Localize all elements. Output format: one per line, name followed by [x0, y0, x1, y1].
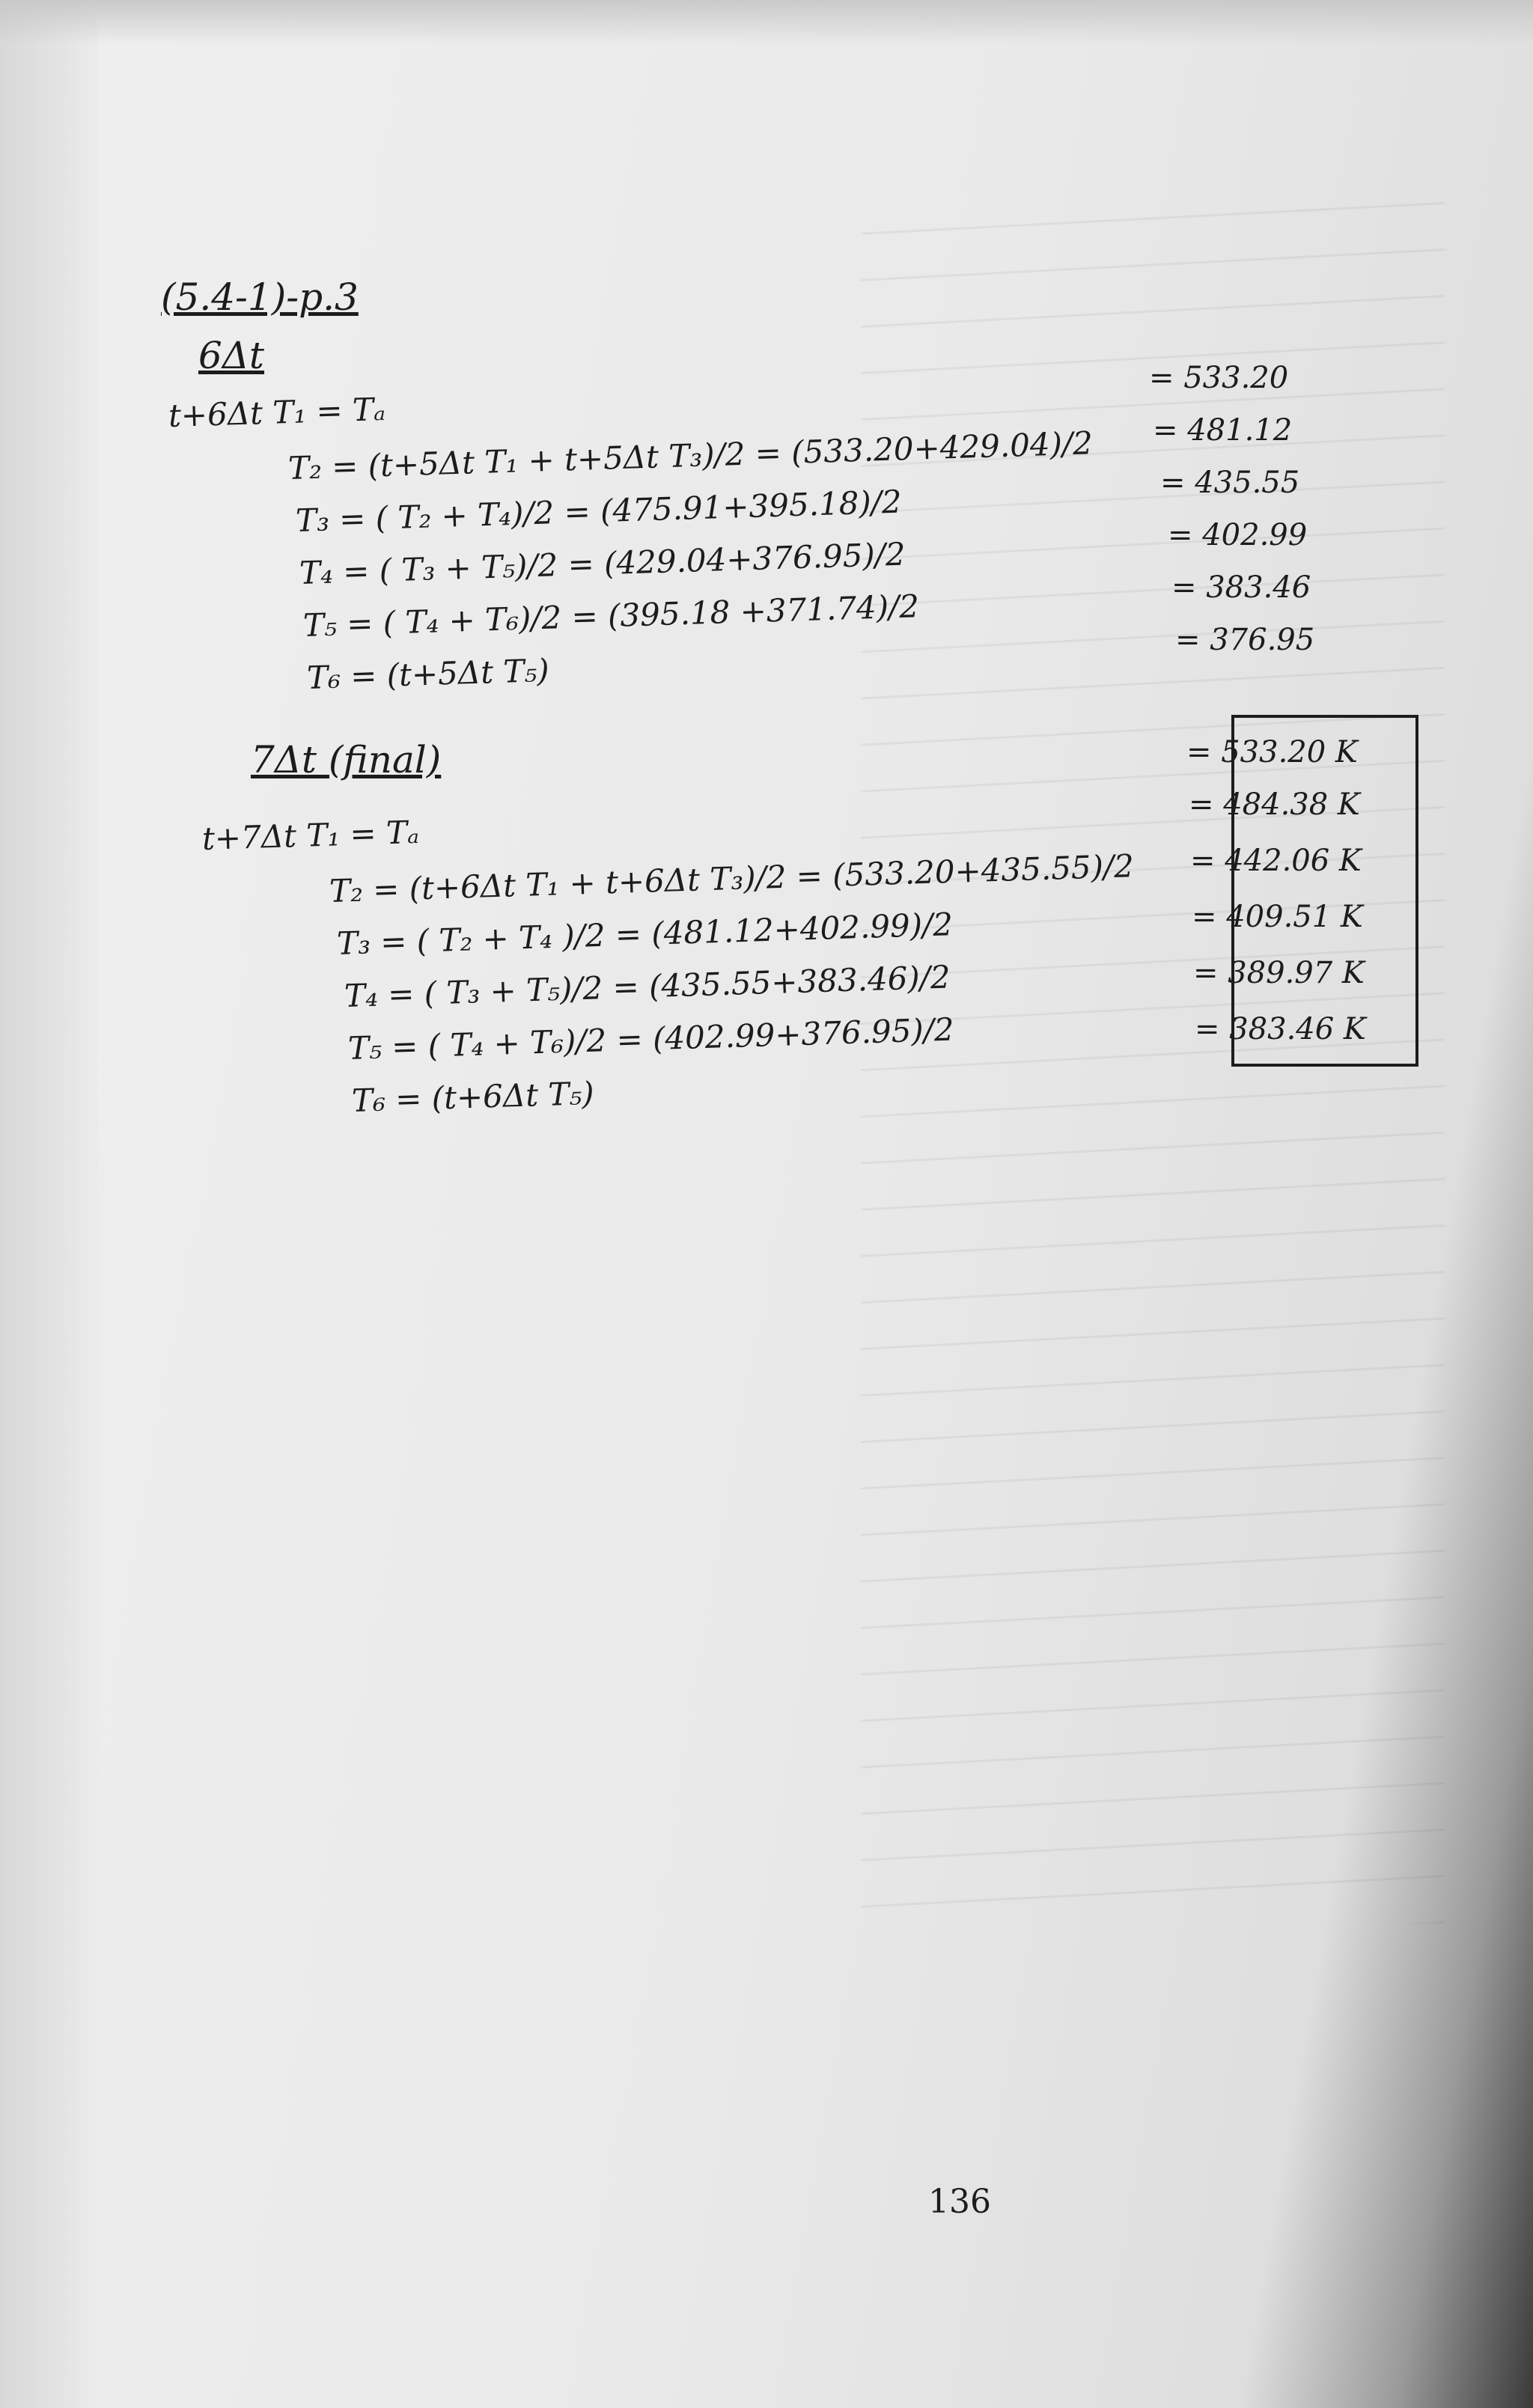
page-left-edge: [0, 0, 97, 2408]
step-6-heading: 6Δt: [198, 334, 265, 377]
step-6-line-2: T₂ = (t+5Δt T₁ + t+5Δt T₃)/2 = (533.20+429.04)/2: [287, 424, 1094, 487]
step-6-result-2: = 481.12: [1153, 413, 1293, 448]
step-7-result-2: = 484.38 K: [1189, 787, 1360, 822]
step-6-line-6: T₆ = (t+5Δt T₅): [306, 651, 550, 696]
step-6-result-5: = 383.46: [1171, 570, 1311, 605]
step-6-line-5: T₅ = ( T₄ + T₆)/2 = (395.18 +371.74)/2: [302, 588, 920, 644]
step-7-line-2: T₂ = (t+6Δt T₁ + t+6Δt T₃)/2 = (533.20+435.55)/2: [329, 847, 1135, 909]
step-6-result-4: = 402.99: [1168, 518, 1308, 552]
page-number: 136: [928, 2183, 991, 2221]
step-7-line-5: T₅ = ( T₄ + T₆)/2 = (402.99+376.95)/2: [347, 1011, 955, 1067]
step-7-line-6: T₆ = (t+6Δt T₅): [351, 1074, 595, 1119]
step-7-result-1: = 533.20 K: [1186, 735, 1358, 769]
page-top-shadow: [0, 0, 1533, 45]
step-6-line-3: T₃ = ( T₂ + T₄)/2 = (475.91+395.18)/2: [295, 483, 903, 539]
step-7-result-6: = 383.46 K: [1195, 1012, 1366, 1046]
step-7-line-3: T₃ = ( T₂ + T₄ )/2 = (481.12+402.99)/2: [336, 906, 954, 962]
step-7-result-4: = 409.51 K: [1192, 900, 1363, 934]
step-6-result-6: = 376.95: [1175, 623, 1315, 657]
problem-reference: (5.4-1)-p.3: [161, 275, 359, 319]
step-7-heading: 7Δt (final): [251, 738, 442, 781]
step-6-line-1: t+6Δt T₁ = Tₐ: [168, 390, 386, 434]
step-7-line-1: t+7Δt T₁ = Tₐ: [201, 813, 420, 857]
step-7-result-3: = 442.06 K: [1190, 844, 1362, 878]
step-7-result-5: = 389.97 K: [1193, 956, 1365, 990]
step-7-line-4: T₄ = ( T₃ + T₅)/2 = (435.55+383.46)/2: [344, 958, 951, 1014]
step-6-line-4: T₄ = ( T₃ + T₅)/2 = (429.04+376.95)/2: [299, 535, 906, 591]
step-6-result-1: = 533.20: [1149, 361, 1289, 395]
step-6-result-3: = 435.55: [1160, 466, 1300, 500]
